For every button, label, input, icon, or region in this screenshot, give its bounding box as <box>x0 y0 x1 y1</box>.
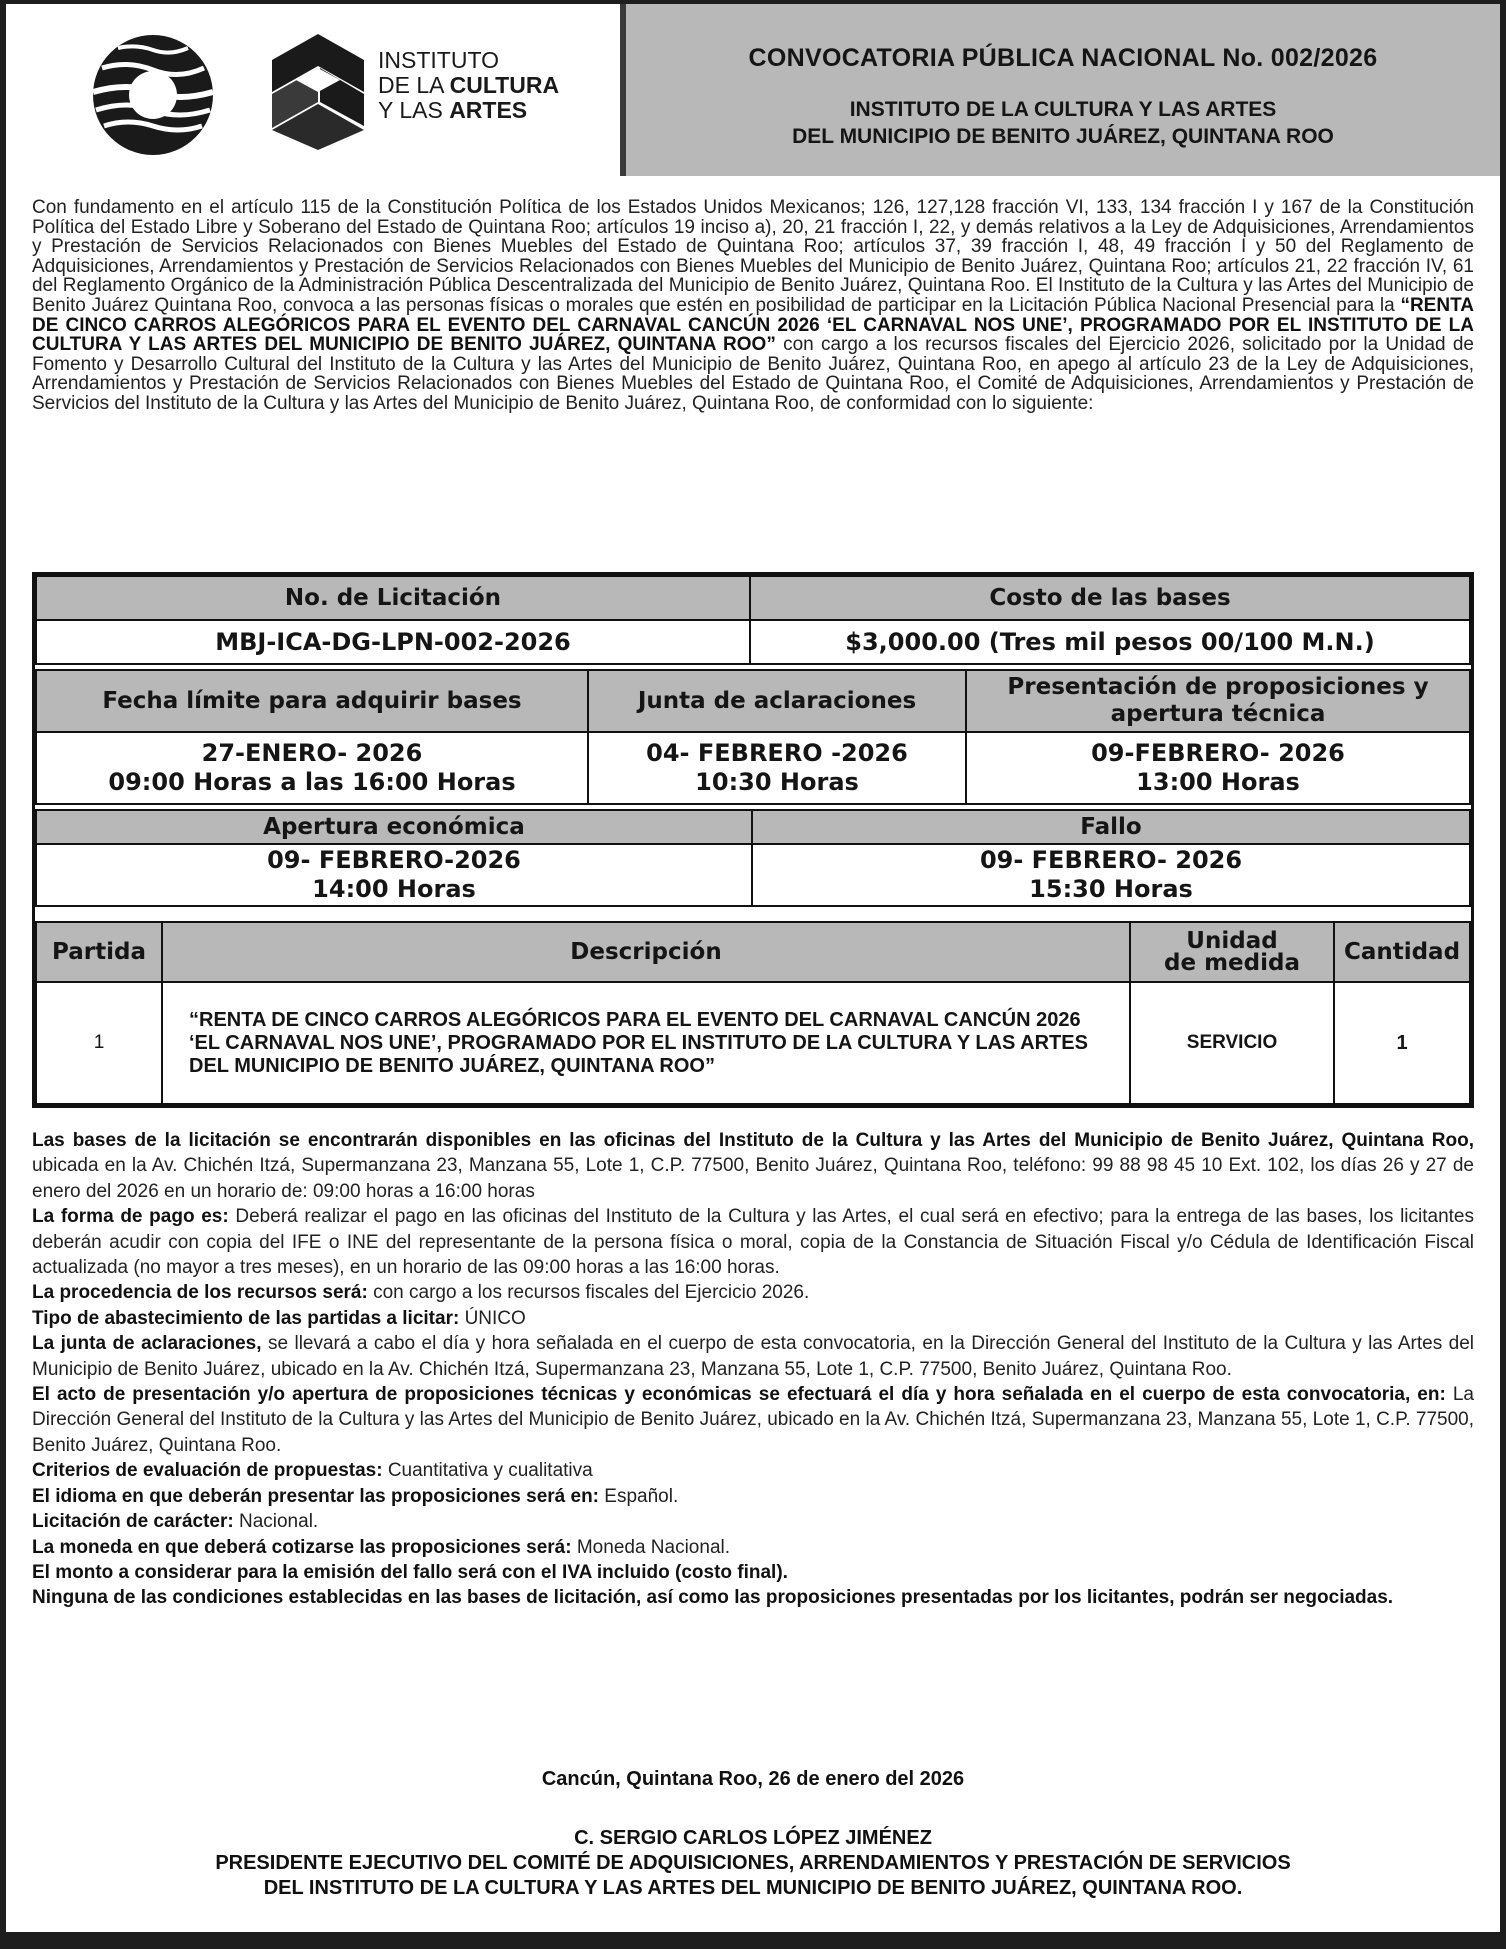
signer-title-line2: DEL INSTITUTO DE LA CULTURA Y LAS ARTES DEL MUNICIPIO DE BENITO JUÁREZ, QUINTANA ROO. <box>263 1877 1243 1899</box>
licitacion-number-value: MBJ-ICA-DG-LPN-002-2026 <box>35 619 751 665</box>
tender-table <box>32 572 1474 1108</box>
terms-criteria: Criterios de evaluación de propuestas: Cuantitativa y cualitativa <box>32 1460 593 1482</box>
title-panel <box>626 4 1500 176</box>
terms-section <box>32 1128 1474 1611</box>
place-date: Cancún, Quintana Roo, 26 de enero del 2026 <box>541 1768 965 1790</box>
terms-supply-type: Tipo de abastecimiento de las partidas a licitar: ÚNICO <box>32 1307 526 1329</box>
deadline-value: 27-ENERO- 2026 09:00 Horas a las 16:00 Horas <box>35 731 589 805</box>
licitacion-number-header: No. de Licitación <box>35 575 751 621</box>
logo-area <box>6 4 626 176</box>
partida-value: 1 <box>35 981 163 1105</box>
signer-name: C. SERGIO CARLOS LÓPEZ JIMÉNEZ <box>574 1827 932 1849</box>
clarification-meeting-header: Junta de aclaraciones <box>587 669 967 733</box>
ruling-value: 09- FEBRERO- 2026 15:30 Horas <box>751 843 1471 907</box>
page <box>6 4 1500 1932</box>
terms-bases: Las bases de la licitación se encontrarán disponibles en las oficinas del Instituto de la Cultura y las Artes del Municipio de Benito Juárez, Quintana Roo, ubicada en la Av. Chichén Itzá, Supermanzana 23, Manzana 55, Lote 1, C.P. 77500, Benito Juárez, Quintana Roo, teléfono: 99 88 98 45 10 Ext. 102, los días 26 y 27 de enero del 2026 en un horario de: 09:00 horas a 16:00 horas <box>32 1130 1474 1202</box>
municipality-logo-icon <box>88 30 218 160</box>
terms-payment: La forma de pago es: Deberá realizar el pago en las oficinas del Instituto de la Cultura y las Artes, el cual será en efectivo; para la entrega de las bases, los licitantes deberán acudir con copia del IFE o INE del representante de la persona física o moral, copia de la Constancia de Situación Fiscal y/o Cédula de Identificación Fiscal actualizada (no mayor a tres meses), en un horario de las 09:00 horas a las 16:00 horas. <box>32 1206 1474 1279</box>
terms-negotiation: Ninguna de las condiciones establecidas en las bases de licitación, así como las proposiciones presentadas por los licitantes, podrán ser negociadas. <box>32 1587 1394 1609</box>
description-header: Descripción <box>161 921 1131 983</box>
signer-title-line1: PRESIDENTE EJECUTIVO DEL COMITÉ DE ADQUISICIONES, ARRENDAMIENTOS Y PRESTACIÓN DE SERVICIOS <box>215 1852 1291 1874</box>
partida-header: Partida <box>35 921 163 983</box>
header <box>6 4 1500 176</box>
description-value: “RENTA DE CINCO CARROS ALEGÓRICOS PARA EL EVENTO DEL CARNAVAL CANCÚN 2026 ‘EL CARNAVAL NOS UNE’, PROGRAMADO POR EL INSTITUTO DE LA CULTURA Y LAS ARTES DEL MUNICIPIO DE BENITO JUÁREZ, QUINTANA ROO” <box>161 981 1131 1105</box>
document-title: CONVOCATORIA PÚBLICA NACIONAL No. 002/2026 <box>748 44 1378 72</box>
quantity-header: Cantidad <box>1333 921 1471 983</box>
intro-paragraph: Con fundamento en el artículo 115 de la Constitución Política de los Estados Unidos Mexicanos; 126, 127,128 fracción VI, 133, 134 fracción I y 167 de la Constitución Política del Estado Libre y Soberano del Estado de Quintana Roo; artículos 19 inciso a), 20, 21 fracción I, 22, y demás relativos a la Ley de Adquisiciones, Arrendamientos y Prestación de Servicios Relacionados con Bienes Muebles del Estado de Quintana Roo; artículos 37, 39 fracción I, 48, 49 fracción I y 50 del Reglamento de Adquisiciones, Arrendamientos y Prestación de Servicios Relacionados con Bienes Muebles del Municipio de Benito Juárez, Quintana Roo; artículos 21, 22 fracción IV, 61 del Reglamento Orgánico de la Administración Pública Descentralizada del Municipio de Benito Juárez, Quintana Roo. El Instituto de la Cultura y las Artes del Municipio de Benito Juárez Quintana Roo, convoca a las personas físicas o morales que estén en posibilidad de participar en la Licitación Pública Nacional Presencial para la “RENTA DE CINCO CARROS ALEGÓRICOS PARA EL EVENTO DEL CARNAVAL CANCÚN 2026 ‘EL CARNAVAL NOS UNE’, PROGRAMADO POR EL INSTITUTO DE LA CULTURA Y LAS ARTES DEL MUNICIPIO DE BENITO JUÁREZ, QUINTANA ROO” con cargo a los recursos fiscales del Ejercicio 2026, solicitado por la Unidad de Fomento y Desarrollo Cultural del Instituto de la Cultura y las Artes del Municipio de Benito Juárez, Quintana Roo, en apego al artículo 23 de la Ley de Adquisiciones, Arrendamientos y Prestación de Servicios Relacionados con Bienes Muebles del Estado de Quintana Roo, el Comité de Adquisiciones, Arrendamientos y Prestación de Servicios del Instituto de la Cultura y las Artes del Municipio de Benito Juárez, Quintana Roo, de conformidad con lo siguiente: <box>32 197 1474 414</box>
proposal-presentation-header: Presentación de proposiciones y apertura técnica <box>965 669 1471 733</box>
terms-amount: El monto a considerar para la emisión del fallo será con el IVA incluido (costo final). <box>32 1561 788 1583</box>
unit-header: Unidad de medida <box>1129 921 1335 983</box>
terms-language: El idioma en que deberán presentar las proposiciones será en: Español. <box>32 1485 679 1507</box>
economic-opening-header: Apertura económica <box>35 809 753 845</box>
bases-cost-value: $3,000.00 (Tres mil pesos 00/100 M.N.) <box>749 619 1471 665</box>
unit-value: SERVICIO <box>1129 981 1335 1105</box>
terms-currency: La moneda en que deberá cotizarse las proposiciones será: Moneda Nacional. <box>32 1536 731 1558</box>
clarification-meeting-value: 04- FEBRERO -2026 10:30 Horas <box>587 731 967 805</box>
bases-cost-header: Costo de las bases <box>749 575 1471 621</box>
terms-presentation: El acto de presentación y/o apertura de proposiciones técnicas y económicas se efectuará el día y hora señalada en el cuerpo de esta convocatoria, en: La Dirección General del Instituto de la Cultura y las Artes del Municipio de Benito Juárez, ubicado en la Av. Chichén Itzá, Supermanzana 23, Manzana 55, Lote 1, C.P. 77500, Benito Juárez, Quintana Roo. <box>32 1384 1474 1456</box>
institute-logo-text: INSTITUTO DE LA CULTURA Y LAS ARTES <box>378 47 560 123</box>
terms-character: Licitación de carácter: Nacional. <box>32 1511 319 1533</box>
signer-block <box>6 1826 1500 1901</box>
quantity-value: 1 <box>1333 981 1471 1105</box>
document-subtitle: INSTITUTO DE LA CULTURA Y LAS ARTES DEL MUNICIPIO DE BENITO JUÁREZ, QUINTANA ROO <box>792 98 1334 148</box>
deadline-header: Fecha límite para adquirir bases <box>35 669 589 733</box>
terms-clarification: La junta de aclaraciones, se llevará a cabo el día y hora señalada en el cuerpo de esta convocatoria, en la Dirección General del Instituto de la Cultura y las Artes del Municipio de Benito Juárez, ubicado en la Av. Chichén Itzá, Supermanzana 23, Manzana 55, Lote 1, C.P. 77500, Benito Juárez, Quintana Roo. <box>32 1333 1475 1380</box>
institute-logo-icon <box>268 32 368 152</box>
proposal-presentation-value: 09-FEBRERO- 2026 13:00 Horas <box>965 731 1471 805</box>
terms-resources: La procedencia de los recursos será: con cargo a los recursos fiscales del Ejercicio 2026. <box>32 1282 810 1304</box>
economic-opening-value: 09- FEBRERO-2026 14:00 Horas <box>35 843 753 907</box>
ruling-header: Fallo <box>751 809 1471 845</box>
